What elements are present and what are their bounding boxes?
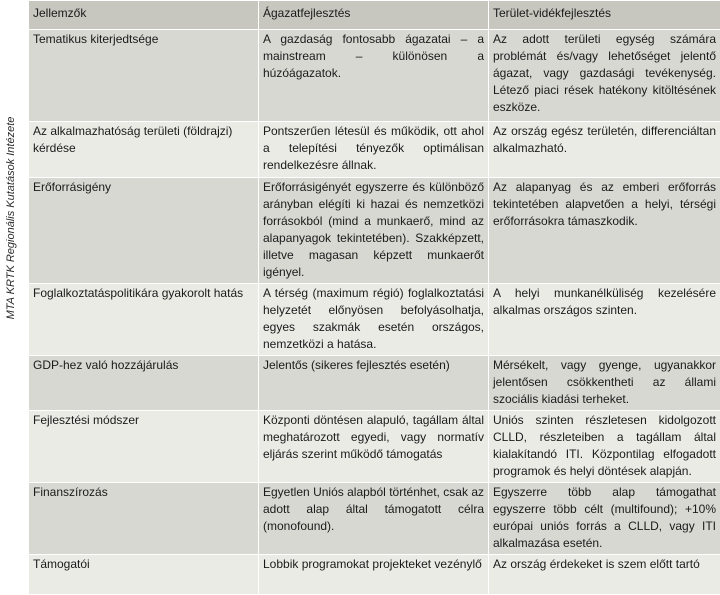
feature-cell: Finanszírozás: [29, 483, 259, 555]
table-row: [29, 555, 720, 595]
sector-cell: Központi döntésen alapuló, tagállam által meghatározott egyedi, vagy normatív eljárás szerint működő támogatás: [259, 411, 489, 483]
feature-cell: Támogatói: [29, 555, 259, 595]
sector-cell: A térség (maximum régió) foglalkoztatási helyzetét előnyösen befolyásolhatja, egyes szakmák esetén országos, nemzetközi a hatása.: [259, 284, 489, 356]
feature-cell: Fejlesztési módszer: [29, 411, 259, 483]
sector-cell: Lobbik programokat projekteket vezénylő: [259, 555, 489, 595]
territorial-cell: Mérsékelt, vagy gyenge, ugyanakkor jelentősen csökkentheti az állami szociális kiadási terheket.: [489, 356, 720, 411]
feature-cell: Foglalkoztatáspolitikára gyakorolt hatás: [29, 284, 259, 356]
table-row: [29, 122, 720, 178]
comparison-table: [28, 0, 720, 595]
sector-cell: A gazdaság fontosabb ágazatai – a mainstream – különösen a húzóágazatok.: [259, 30, 489, 122]
feature-cell: Tematikus kiterjedtsége: [29, 30, 259, 122]
side-label-text: MTA KRTK Regionális Kutatások Intézete: [5, 117, 17, 320]
header-sector-development: Ágazatfejlesztés: [259, 1, 489, 30]
territorial-cell: Az adott területi egység számára problémát és/vagy lehetőséget jelentő ágazat, vagy gazdasági tevékenység. Létező piaci rések hatékony kitöltésének eszköze.: [489, 30, 720, 122]
territorial-cell: Uniós szinten részletesen kidolgozott CLLD, részleteiben a tagállam által kialakítandó ITI. Központilag elfogadott programok és helyi döntések alapján.: [489, 411, 720, 483]
table-row: [29, 30, 720, 122]
sector-cell: Jelentős (sikeres fejlesztés esetén): [259, 356, 489, 411]
table-row: [29, 178, 720, 284]
table-row: [29, 284, 720, 356]
territorial-cell: A helyi munkanélküliség kezelésére alkalmas országos szinten.: [489, 284, 720, 356]
side-label: [0, 0, 22, 540]
table-header-row: [29, 1, 720, 30]
territorial-cell: Az ország érdekeket is szem előtt tartó: [489, 555, 720, 595]
feature-cell: Erőforrásigény: [29, 178, 259, 284]
table-row: [29, 411, 720, 483]
table-row: [29, 483, 720, 555]
territorial-cell: Egyszerre több alap támogathat egyszerre több célt (multifound); +10% európai uniós forrás a CLLD, vagy ITI alkalmazása esetén.: [489, 483, 720, 555]
header-territorial-development: Terület-vidékfejlesztés: [489, 1, 720, 30]
header-features: Jellemzők: [29, 1, 259, 30]
sector-cell: Egyetlen Uniós alapból történhet, csak az adott alap által támogatott célra (monofound).: [259, 483, 489, 555]
table-row: [29, 356, 720, 411]
sector-cell: Pontszerűen létesül és működik, ott ahol a telepítési tényezők optimálisan rendelkezésre állnak.: [259, 122, 489, 178]
feature-cell: GDP-hez való hozzájárulás: [29, 356, 259, 411]
feature-cell: Az alkalmazhatóság területi (földrajzi) kérdése: [29, 122, 259, 178]
territorial-cell: Az ország egész területén, differenciáltan alkalmazható.: [489, 122, 720, 178]
sector-cell: Erőforrásigényét egyszerre és különböző arányban elégíti ki hazai és nemzetközi forrásokból (mind a munkaerő, mind az alapanyagok tekintetében). Szakképzett, illetve magasan képzett munkaerőt igényel.: [259, 178, 489, 284]
territorial-cell: Az alapanyag és az emberi erőforrás tekintetében alapvetően a helyi, térségi erőforrásokra támaszkodik.: [489, 178, 720, 284]
